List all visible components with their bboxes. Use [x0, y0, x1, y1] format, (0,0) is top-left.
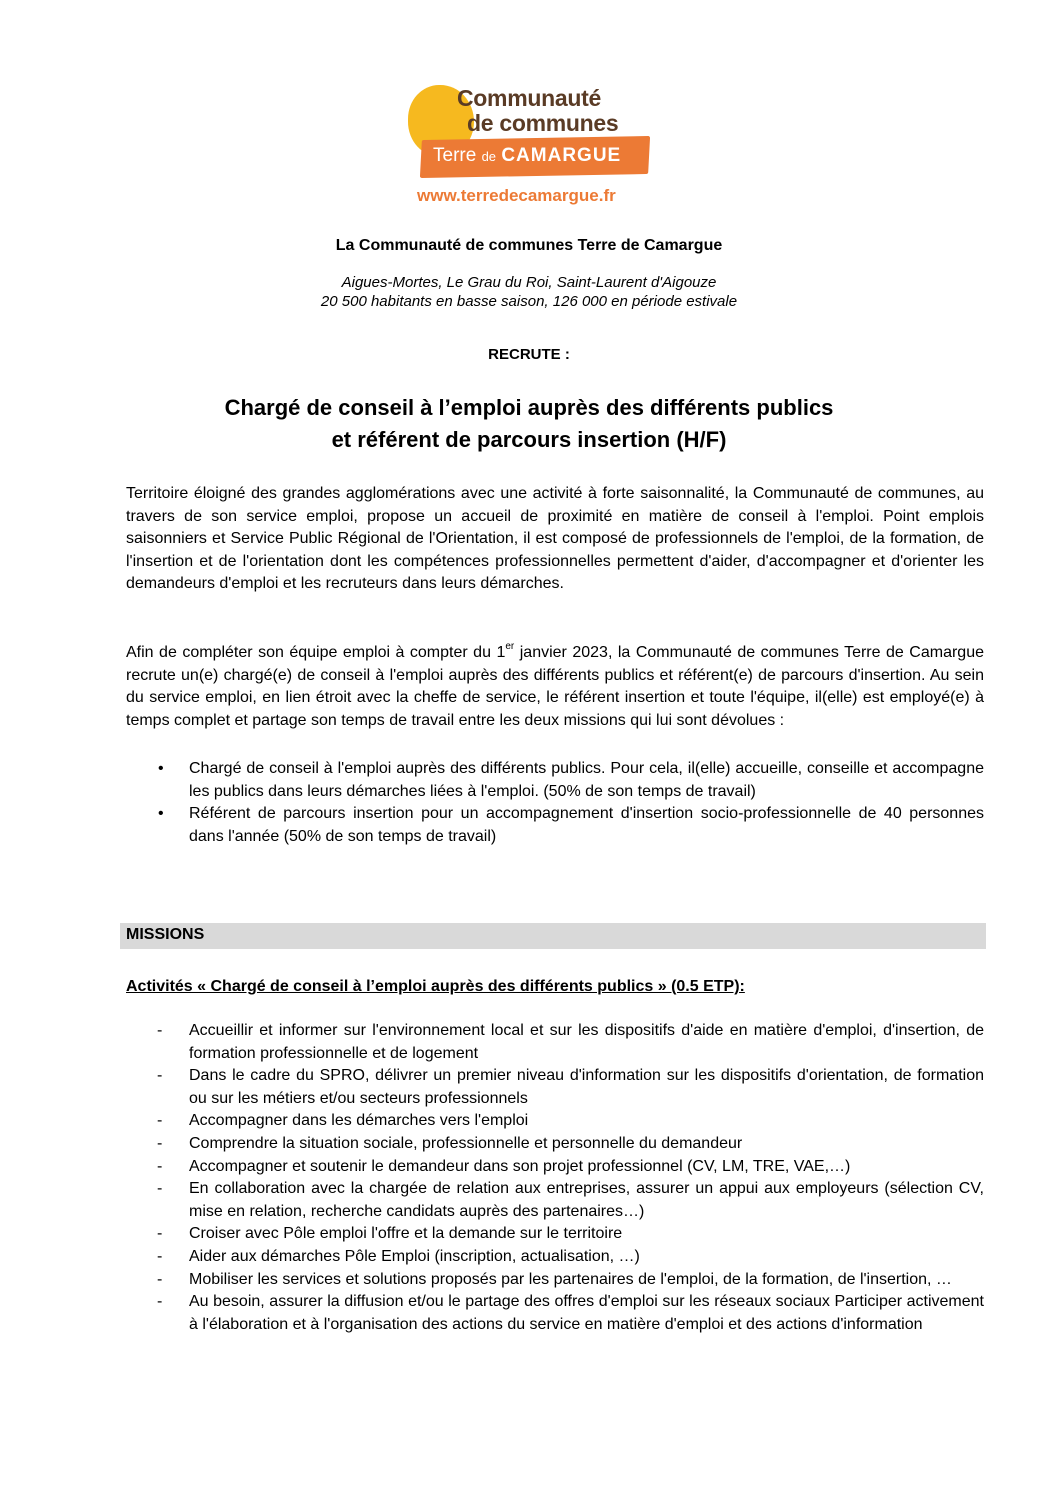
intro-paragraph-2: [126, 642, 984, 732]
dash-icon: -: [157, 1022, 163, 1039]
list-item-text: Dans le cadre du SPRO, délivrer un premier niveau d'information sur les dispositifs d'orientation, de formation ou sur les métiers et/ou secteurs professionnels: [189, 1067, 984, 1107]
logo-url: www.terredecamargue.fr: [417, 186, 616, 205]
dash-icon: -: [157, 1112, 163, 1130]
list-item-text: En collaboration avec la chargée de relation aux entreprises, assurer un appui aux employeurs (sélection CV, mise en relation, recherche candidats auprès des partenaires…): [189, 1180, 984, 1220]
logo-band-terre: Terre: [433, 145, 477, 166]
ordinal-superscript: er: [505, 641, 515, 652]
logo-line-2: de communes: [467, 110, 619, 136]
list-item: [126, 1156, 984, 1179]
list-item-text: Au besoin, assurer la diffusion et/ou le partage des offres d'emploi sur les réseaux sociaux Participer activement à l'élaboration et à l'organisation des actions du service en matière d'emploi et des actions d'information: [189, 1293, 984, 1333]
dash-icon: -: [157, 1180, 163, 1198]
list-item-text: Comprendre la situation sociale, professionnelle et personnelle du demandeur: [189, 1134, 743, 1152]
dash-icon: -: [157, 1247, 163, 1265]
list-item-text: Mobiliser les services et solutions proposés par les partenaires de l'emploi, de la formation, de l'insertion, …: [189, 1270, 952, 1288]
organization-logo: [405, 82, 655, 212]
list-item: [126, 803, 984, 848]
missions-label: MISSIONS: [126, 926, 205, 943]
logo-line-1: Communauté: [457, 85, 601, 111]
list-item-text: Aider aux démarches Pôle Emploi (inscription, actualisation, …): [189, 1247, 640, 1265]
list-item: [126, 1269, 984, 1292]
intro-p2-rest: janvier 2023, la Communauté de communes Terre de Camargue recrute un(e) chargé(e) de conseil à l'emploi auprès des différents publics et référent(e) de parcours d'insertion. Au sein du service emploi, en lien étroit avec la cheffe de service, le référent insertion et toute l'équipe, il(elle) est employé(e) à temps complet et partage son temps de travail entre les deux missions qui lui sont dévolues :: [126, 644, 984, 729]
dash-icon: -: [157, 1225, 163, 1243]
list-item-text: Accompagner dans les démarches vers l'emploi: [189, 1112, 529, 1130]
activities-heading: [126, 978, 745, 996]
job-title-line-1: Chargé de conseil à l’emploi auprès des différents publics: [224, 395, 834, 420]
list-item-text: Croiser avec Pôle emploi l'offre et la demande sur le territoire: [189, 1225, 623, 1243]
activities-list: [126, 1020, 984, 1336]
list-item: [126, 1291, 984, 1336]
list-item-text: Chargé de conseil à l'emploi auprès des différents publics. Pour cela, il(elle) accueille, conseille et accompagne les publics dans leurs démarches liées à l'emploi. (50% de son temps de travail): [189, 760, 984, 800]
dash-icon: -: [157, 1157, 163, 1175]
population-line: 20 500 habitants en basse saison, 126 000 en période estivale: [320, 293, 738, 310]
list-item: [126, 1020, 984, 1065]
list-item: [126, 1110, 984, 1133]
bullet-icon: •: [158, 805, 164, 823]
mission-split-list: [126, 758, 984, 848]
logo-band-camargue: CAMARGUE: [501, 145, 622, 166]
intro-paragraph-1: Territoire éloigné des grandes agglomérations avec une activité à forte saisonnalité, la Communauté de communes, au travers de son service emploi, propose un accueil de proximité en matière de conseil à l'emploi. Point emplois saisonniers et Service Public Régional de l'Orientation, il est composé de professionnels de l'emploi, de la formation, de l'insertion et de l'orientation dont les compétences professionnelles permettent d'aider, d'accompagner et d'orienter les demandeurs d'emploi et les recruteurs dans leurs démarches.: [126, 485, 984, 593]
dash-icon: -: [157, 1134, 163, 1152]
list-item: [126, 1246, 984, 1269]
job-title-line-2: et référent de parcours insertion (H/F): [331, 427, 727, 452]
activities-heading-colon: :: [739, 978, 745, 995]
communes-line: Aigues-Mortes, Le Grau du Roi, Saint-Laurent d'Aigouze: [341, 274, 717, 291]
bullet-icon: •: [158, 760, 164, 777]
intro-p2-start: Afin de compléter son équipe emploi à compter du 1: [126, 644, 506, 661]
list-item: [126, 1065, 984, 1110]
missions-section-header: [120, 923, 986, 949]
list-item: [126, 758, 984, 803]
list-item: [126, 1178, 984, 1223]
logo-band-text: [433, 145, 621, 167]
organization-title: La Communauté de communes Terre de Camargue: [335, 237, 723, 254]
list-item: [126, 1223, 984, 1246]
dash-icon: -: [157, 1067, 163, 1085]
list-item-text: Accueillir et informer sur l'environnement local et sur les dispositifs d'aide en matière d'emploi, d'insertion, de formation professionnelle et de logement: [189, 1022, 984, 1062]
recrute-heading: RECRUTE :: [488, 346, 570, 363]
dash-icon: -: [157, 1293, 163, 1311]
list-item-text: Accompagner et soutenir le demandeur dans son projet professionnel (CV, LM, TRE, VAE,…): [189, 1157, 851, 1175]
activities-heading-text: Activités « Chargé de conseil à l’emploi auprès des différents publics » (0.5 ETP): [126, 978, 740, 995]
dash-icon: -: [157, 1270, 163, 1288]
list-item: [126, 1133, 984, 1156]
logo-band-de: de: [481, 149, 497, 164]
list-item-text: Référent de parcours insertion pour un accompagnement d'insertion socio-professionnelle de 40 personnes dans l'année (50% de son temps de travail): [189, 805, 984, 845]
